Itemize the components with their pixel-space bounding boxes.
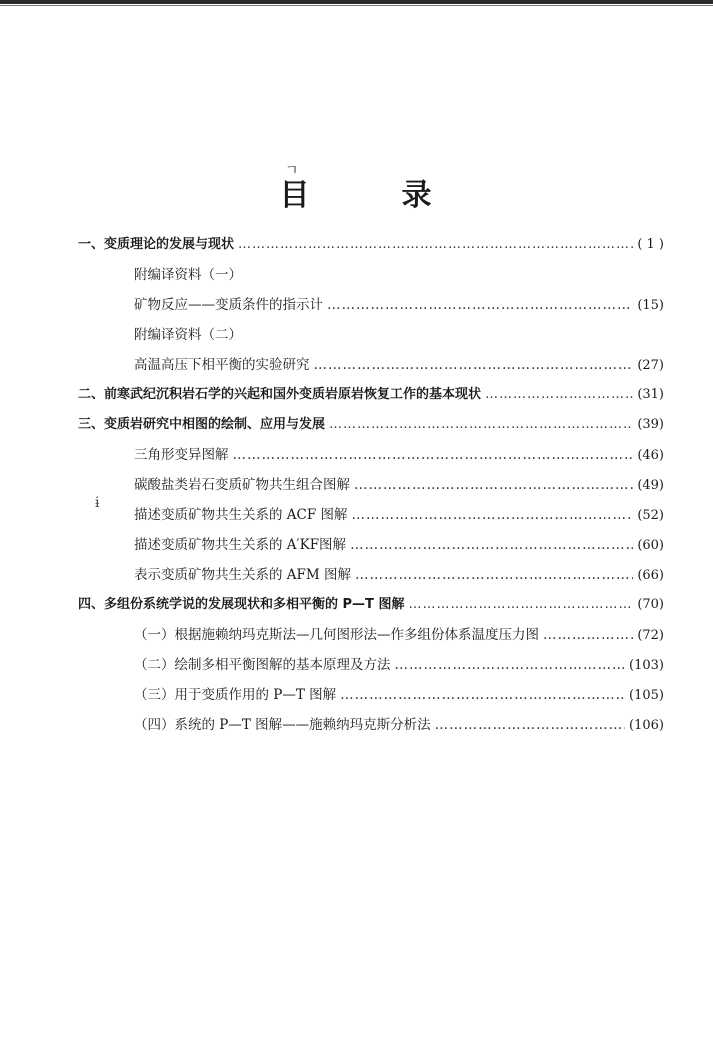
- toc-entry-page: (27): [637, 358, 664, 373]
- toc-leader-dots: [395, 657, 626, 673]
- toc-entry-label: 矿物反应——变质条件的指示计: [134, 297, 323, 313]
- toc-entry-page: (15): [637, 298, 664, 313]
- toc-entry-page: (105): [629, 688, 664, 703]
- title-annotation-mark: ㄱ: [285, 163, 299, 179]
- toc-leader-dots: [350, 537, 633, 553]
- toc-entry-3[interactable]: [78, 413, 664, 443]
- toc-entry-page: (66): [637, 568, 664, 583]
- toc-entry-4[interactable]: [78, 593, 664, 623]
- toc-entry-page: (103): [629, 658, 664, 673]
- page-title: [0, 170, 713, 214]
- top-border-rule: [0, 0, 713, 4]
- toc-leader-dots: [340, 687, 625, 703]
- toc-entry-3-1[interactable]: [78, 443, 664, 473]
- toc-leader-dots: [355, 567, 633, 583]
- page-title-char-1: 目: [279, 178, 312, 213]
- toc-entry-1-1[interactable]: [78, 293, 664, 323]
- toc-entry-label: 一、变质理论的发展与现状: [78, 237, 235, 252]
- toc-entry-page: (39): [637, 417, 664, 432]
- toc-entry-3-5[interactable]: [78, 563, 664, 593]
- toc-entry-label: （二）绘制多相平衡图解的基本原理及方法: [134, 657, 391, 673]
- toc-leader-dots: [408, 597, 633, 612]
- toc-leader-dots: [329, 417, 633, 432]
- toc-leader-dots: [238, 237, 633, 252]
- top-border-rule-thin: [0, 5, 713, 6]
- toc-entry-page: (31): [637, 387, 664, 402]
- toc-entry-3-2[interactable]: [78, 473, 664, 503]
- toc-entry-page: ( 1 ): [637, 237, 664, 252]
- toc-entry-2[interactable]: [78, 383, 664, 413]
- toc-entry-label: （一）根据施赖纳玛克斯法—几何图形法—作多组份体系温度压力图: [134, 627, 539, 643]
- toc-entry-label: 三、变质岩研究中相图的绘制、应用与发展: [78, 417, 326, 432]
- toc-leader-dots: [352, 507, 634, 523]
- toc-leader-dots: [435, 717, 625, 733]
- toc-entry-label: 三角形变异图解: [134, 447, 229, 463]
- toc-entry-label: 描述变质矿物共生关系的 ACF 图解: [134, 507, 348, 523]
- toc-entry-page: (60): [637, 538, 664, 553]
- page-title-char-2: 录: [401, 178, 434, 213]
- toc-entry-label: （三）用于变质作用的 P—T 图解: [134, 687, 337, 703]
- toc-entry-appendix-1[interactable]: [78, 263, 664, 293]
- toc-entry-label: （四）系统的 P—T 图解——施赖纳玛克斯分析法: [134, 717, 431, 733]
- toc-entry-label: 附编译资料（二）: [134, 327, 242, 343]
- toc-entry-label: 附编译资料（一）: [134, 267, 242, 283]
- toc-entry-3-3[interactable]: [78, 503, 664, 533]
- toc-entry-page: (72): [637, 628, 664, 643]
- toc-entry-label: 碳酸盐类岩石变质矿物共生组合图解: [134, 477, 350, 493]
- toc-entry-label: 二、前寒武纪沉积岩石学的兴起和国外变质岩原岩恢复工作的基本现状: [78, 387, 482, 402]
- toc-leader-dots: [485, 387, 633, 402]
- toc-entry-label: 表示变质矿物共生关系的 AFM 图解: [134, 567, 352, 583]
- toc-entry-appendix-2[interactable]: [78, 323, 664, 353]
- toc-entry-1-2[interactable]: [78, 353, 664, 383]
- toc-entry-4-2[interactable]: [78, 653, 664, 683]
- toc-entry-4-1[interactable]: [78, 623, 664, 653]
- toc-entry-3-4[interactable]: [78, 533, 664, 563]
- toc-entry-page: (49): [637, 478, 664, 493]
- toc-leader-dots: [543, 627, 633, 643]
- toc-entry-label: 高温高压下相平衡的实验研究: [134, 357, 310, 373]
- toc-leader-dots: [354, 477, 633, 493]
- toc-entry-1[interactable]: [78, 233, 664, 263]
- toc-entry-label: 四、多组份系统学说的发展现状和多相平衡的 P—T 图解: [78, 597, 405, 612]
- toc-entry-page: (46): [637, 448, 664, 463]
- toc-entry-page: (106): [629, 718, 664, 733]
- toc-entry-4-4[interactable]: [78, 713, 664, 743]
- toc-entry-label: 描述变质矿物共生关系的 A′KF图解: [134, 537, 347, 553]
- toc-entry-page: (52): [637, 508, 664, 523]
- toc-leader-dots: [314, 357, 634, 373]
- toc-leader-dots: [327, 297, 633, 313]
- toc-entry-4-3[interactable]: [78, 683, 664, 713]
- toc-leader-dots: [233, 447, 634, 463]
- toc-entry-page: (70): [637, 597, 664, 612]
- table-of-contents: [78, 233, 664, 743]
- stray-ink-mark: ɨ: [95, 495, 100, 511]
